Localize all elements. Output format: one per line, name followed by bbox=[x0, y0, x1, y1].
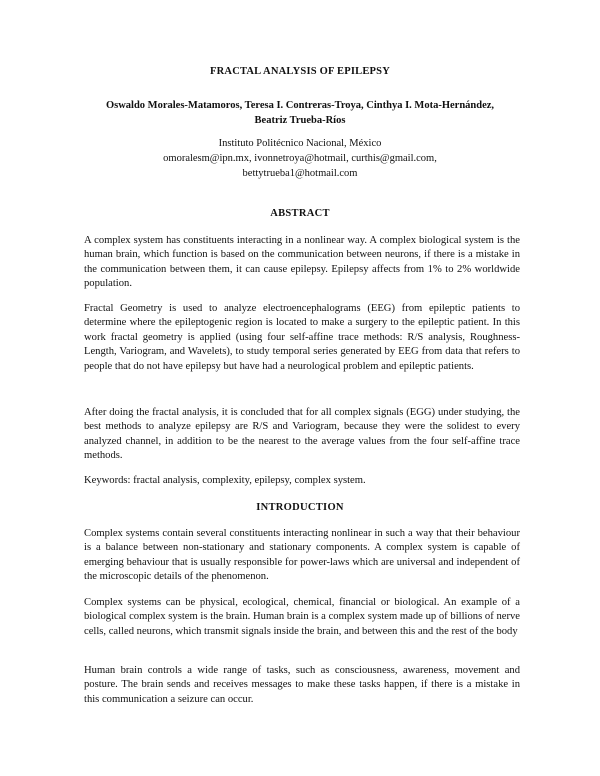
introduction-paragraph-2: Complex systems can be physical, ecological, chemical, financial or biological. An example of a biological complex system is the brain. Human brain is a complex system made up of billions of nerve cells, called neurons, which transmit signals inside the brain, and between this and the rest of the body bbox=[84, 597, 520, 637]
author-emails-line-1: omoralesm@ipn.mx, ivonnetroya@hotmail, curthis@gmail.com, bbox=[163, 153, 437, 164]
introduction-paragraph-1: Complex systems contain several constituents interacting nonlinear in such a way that their behaviour is a balance between non-stationary and stationary components. A complex system is capable of emerging behaviour that is usually responsible for power-laws which are universal and independent of the microscopic details of the phenomenon. bbox=[84, 528, 520, 583]
affiliation-block bbox=[120, 136, 480, 181]
abstract-paragraph-3: After doing the fractal analysis, it is concluded that for all complex signals (EGG) under studying, the best methods to analyze epilepsy are R/S and Variogram, because they were the solidest to every analyzed channel, in addition to be the nearest to the average values from the four self-affine trace methods. bbox=[84, 407, 520, 462]
abstract-paragraph-1: A complex system has constituents interacting in a nonlinear way. A complex biological system is the human brain, which function is based on the communication between neurons, if there is a mistake in the communication between them, it can cause epilepsy. Epilepsy affects from 1% to 2% worldwide population. bbox=[84, 235, 520, 290]
introduction-heading: INTRODUCTION bbox=[256, 502, 344, 513]
introduction-paragraph-3: Human brain controls a wide range of tasks, such as consciousness, awareness, movement and posture. The brain sends and receives messages to make these tasks happen, if there is a mistake in this communication a seizure can occur. bbox=[84, 665, 520, 705]
abstract-heading: ABSTRACT bbox=[270, 208, 330, 219]
paper-authors: Oswaldo Morales-Matamoros, Teresa I. Contreras-Troya, Cinthya I. Mota-Hernández, Beatriz Trueba-Ríos bbox=[105, 100, 495, 126]
abstract-paragraph-2: Fractal Geometry is used to analyze electroencephalograms (EEG) from epileptic patients to determine where the epileptogenic region is located to make a surgery to the epileptic patient. In this work fractal geometry is applied (using four self-affine trace methods: R/S analysis, Roughness-Length, Variogram, and Wavelets), to study temporal series generated by EEG from data that refers to people that do not have epilepsy but have had a neurological problem and epileptic patients. bbox=[84, 303, 520, 372]
keywords: Keywords: fractal analysis, complexity, epilepsy, complex system. bbox=[84, 475, 366, 486]
institution: Instituto Politécnico Nacional, México bbox=[218, 138, 382, 149]
author-emails-line-2: bettytrueba1@hotmail.com bbox=[242, 168, 358, 179]
paper-title: FRACTAL ANALYSIS OF EPILEPSY bbox=[210, 66, 390, 77]
